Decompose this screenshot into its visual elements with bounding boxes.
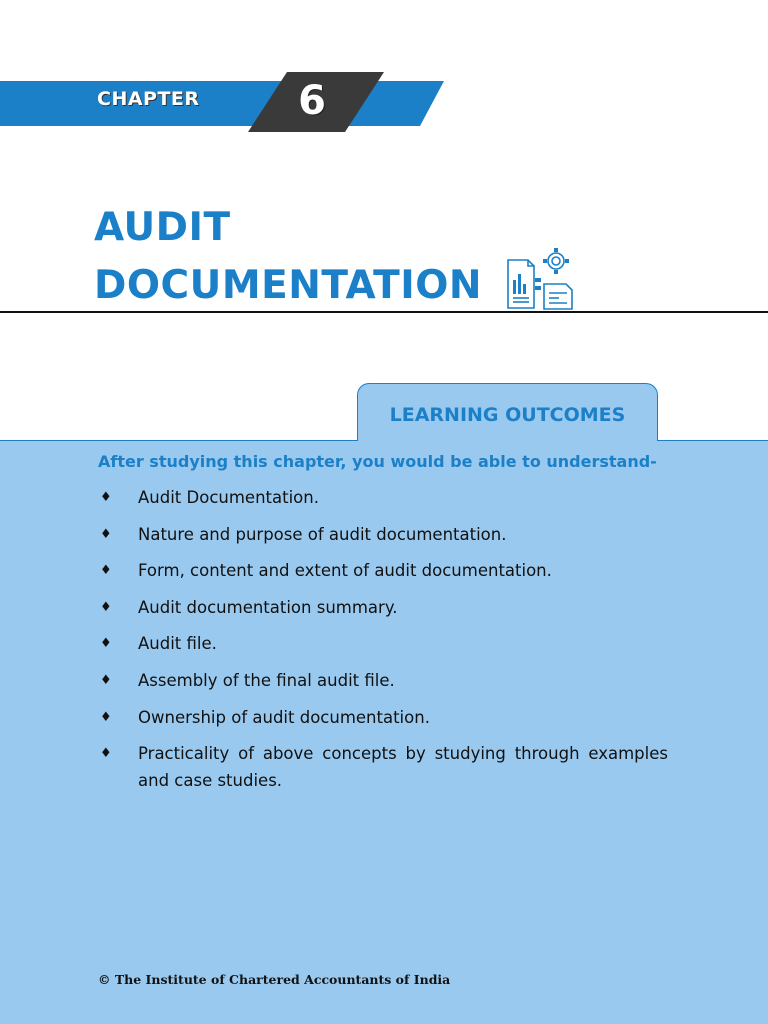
audit-documents-icon	[504, 246, 578, 312]
diamond-bullet-icon: ♦	[100, 636, 112, 652]
chapter-banner	[0, 72, 460, 136]
chapter-title-line-1: AUDIT	[94, 205, 231, 250]
title-divider	[0, 311, 768, 313]
list-item-text: Form, content and extent of audit documentation.	[138, 561, 552, 581]
list-item-text: Assembly of the final audit file.	[138, 670, 395, 690]
list-item	[0, 484, 668, 511]
list-item-text: Audit documentation summary.	[138, 597, 398, 617]
diamond-bullet-icon: ♦	[100, 599, 112, 615]
diamond-bullet-icon: ♦	[100, 490, 112, 505]
list-item	[0, 630, 668, 657]
learning-outcomes-heading: LEARNING OUTCOMES	[389, 404, 626, 426]
list-item	[0, 521, 668, 548]
chapter-label: CHAPTER	[97, 88, 200, 110]
list-item-text: Nature and purpose of audit documentation.	[138, 524, 507, 544]
diamond-bullet-icon: ♦	[100, 563, 112, 579]
list-item-text: Audit Documentation.	[138, 488, 319, 507]
learning-outcomes-tab	[357, 383, 658, 441]
diamond-bullet-icon: ♦	[100, 746, 112, 762]
list-item	[0, 667, 668, 694]
list-item-text: Audit file.	[138, 634, 217, 654]
chapter-number: 6	[298, 78, 326, 124]
list-item	[0, 557, 668, 584]
list-item	[0, 704, 668, 731]
diamond-bullet-icon: ♦	[100, 709, 112, 725]
diamond-bullet-icon: ♦	[100, 526, 112, 542]
list-item	[0, 594, 668, 621]
list-item-text: Practicality of above concepts by studying through examples and case studies.	[138, 744, 668, 791]
diamond-bullet-icon: ♦	[100, 672, 112, 688]
learning-outcomes-intro: After studying this chapter, you would be able to understand-	[98, 452, 657, 471]
chapter-title-line-2: DOCUMENTATION	[94, 263, 483, 308]
learning-outcomes-list	[0, 484, 768, 804]
copyright-footer: © The Institute of Chartered Accountants of India	[98, 972, 451, 987]
list-item-text: Ownership of audit documentation.	[138, 707, 430, 727]
list-item	[0, 740, 668, 794]
